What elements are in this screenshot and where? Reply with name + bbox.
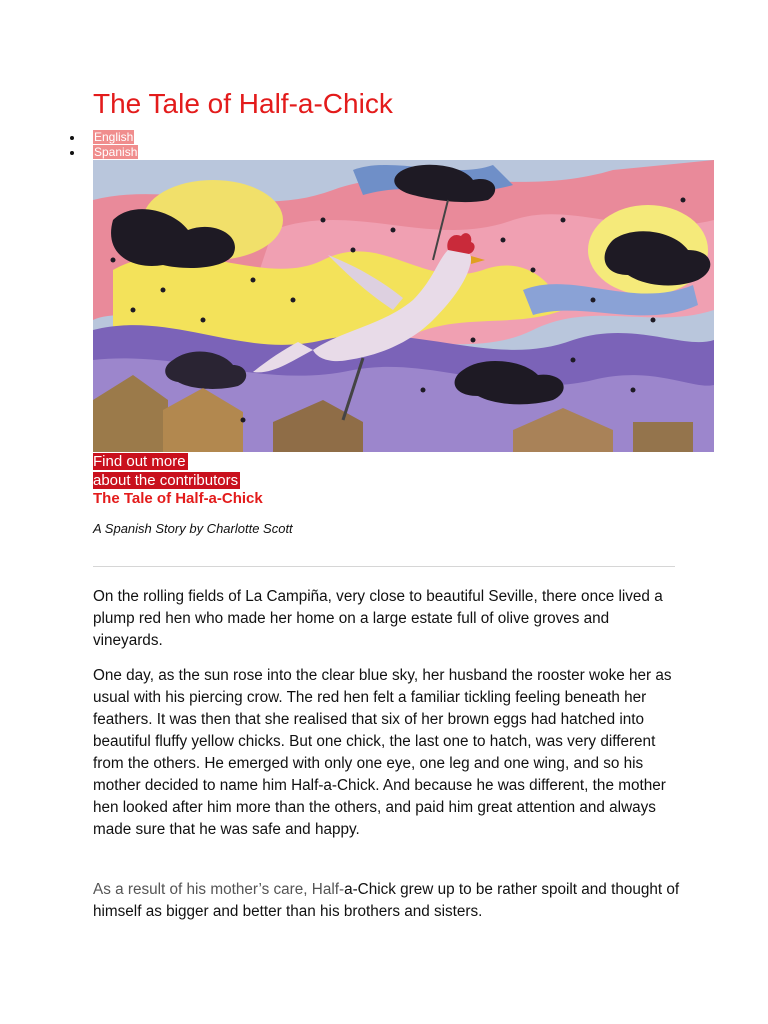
page-title: The Tale of Half-a-Chick <box>93 88 393 119</box>
contributors-link[interactable] <box>93 452 240 490</box>
story-paragraph-soft: As a result of his mother’s care, Half- <box>93 881 345 898</box>
language-list <box>70 130 138 160</box>
story-byline: A Spanish Story by Charlotte Scott <box>93 521 293 536</box>
divider <box>93 566 675 567</box>
language-item-spanish <box>70 145 138 160</box>
language-item-english <box>70 130 138 145</box>
story-title: The Tale of Half-a-Chick <box>93 490 263 507</box>
story-paragraph: One day, as the sun rose into the clear blue sky, her husband the rooster woke her as usual with his piercing crow. The red hen felt a familiar tickling feeling beneath her feathers. It was then that she realised that six of her brown eggs had hatched into beautiful fluffy yellow chicks. But one chick, the last one to hatch, was very different from the others. He emerged with only one eye, one leg and one wing, and so his mother decided to name him Half-a-Chick. And because he was different, the mother hen looked after him more than the others, and paid him great attention and always made sure that he was safe and happy. <box>93 667 672 838</box>
story-paragraph: On the rolling fields of La Campiña, very close to beautiful Seville, there once lived a plump red hen who made her home on a large estate full of olive groves and vineyards. <box>93 588 663 649</box>
contributors-link-line1[interactable]: Find out more <box>93 453 186 470</box>
story-paragraph <box>93 879 683 923</box>
contributors-link-line2[interactable]: about the contributors <box>93 472 239 489</box>
language-link-english[interactable]: English <box>94 130 134 144</box>
story-paragraph-rest: a-Chick grew up to be rather spoilt and thought of himself as bigger and better than his brothers and sisters. <box>93 881 680 920</box>
language-link-spanish[interactable]: Spanish <box>94 145 138 159</box>
hero-painting <box>93 160 714 452</box>
